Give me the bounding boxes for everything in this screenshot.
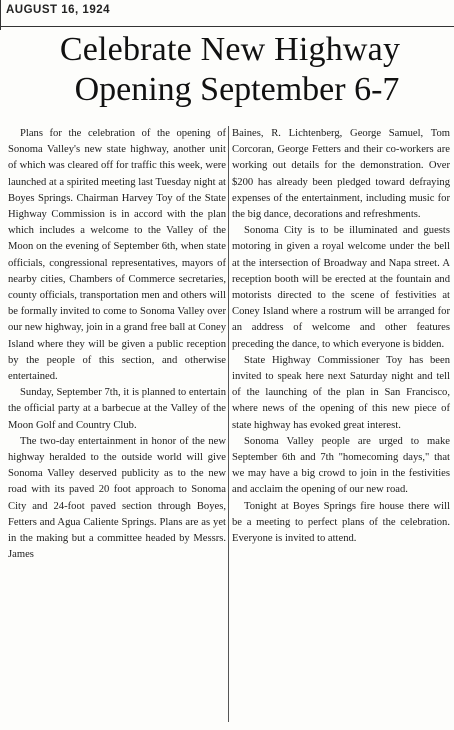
header-rule	[0, 26, 454, 27]
article-paragraph-continued: Baines, R. Lichtenberg, George Samuel, Tom Corcoran, George Fetters and their co-workers are working out details for the demonstration. Over $200 has already been pledged toward defraying expenses of the entertainment, including music for the big dance, decorations and refreshments.	[232, 128, 450, 221]
headline	[0, 30, 454, 110]
article-paragraph: Tonight at Boyes Springs fire house there will be a meeting to perfect plans of the celebration. Everyone is invited to attend.	[232, 500, 450, 545]
article-paragraph: Plans for the celebration of the opening of Sonoma Valley's new state highway, another unit of which was cleared off for traffic this week, were launched at a spirited meeting last Tuesday night at Boyes Springs. Chairman Harvey Toy of the State Highway Commission is in accord with the plan which includes a welcome to the Valley of the Moon on the evening of September 6th, when state officials, congressional representatives, mayors of nearby cities, Chambers of Commerce secretaries, county officials, transportation men and others will be formally invited to come to Sonoma Valley over our new highway, join in a grand free ball at Coney Island where they will be given a public reception by the people of this section, and otherwise entertained.	[8, 128, 226, 383]
headline-line-1: Celebrate New Highway	[59, 31, 401, 68]
article-paragraph: The two-day entertainment in honor of the new highway heralded to the outside world will give Sonoma Valley deserved publicity as to the new road with its paved 20 foot approach to Sonoma City and 24-foot paved section through Boyes, Fetters and Agua Caliente Springs. Plans are as yet in the making but a committee headed by Messrs. James	[8, 435, 226, 561]
article-column-left	[8, 126, 226, 563]
article-paragraph: State Highway Commissioner Toy has been invited to speak here next Saturday night and tell of the launching of the plan in San Francisco, where news of the opening of this new piece of state highway has evoked great interest.	[232, 354, 450, 431]
headline-line-2: Opening September 6-7	[74, 71, 400, 108]
article-paragraph: Sunday, September 7th, it is planned to entertain the official party at a barbecue at the Valley of the Moon Golf and Country Club.	[8, 387, 226, 431]
article-paragraph: Sonoma City is to be illuminated and guests motoring in given a royal welcome under the bell at the intersection of Broadway and Napa street. A reception booth will be erected at the fountain and motorists directed to the scene of festivities at Coney Island where a rostrum will be arranged for an address of welcome and other features preceding the dance, to which everyone is bidden.	[232, 225, 450, 350]
dateline: AUGUST 16, 1924	[6, 4, 111, 16]
article-paragraph: Sonoma Valley people are urged to make September 6th and 7th "homecoming days," that we may have a big crowd to join in the festivities and acclaim the opening of our new road.	[232, 435, 450, 496]
article-column-right	[232, 126, 450, 547]
column-divider	[228, 126, 229, 722]
